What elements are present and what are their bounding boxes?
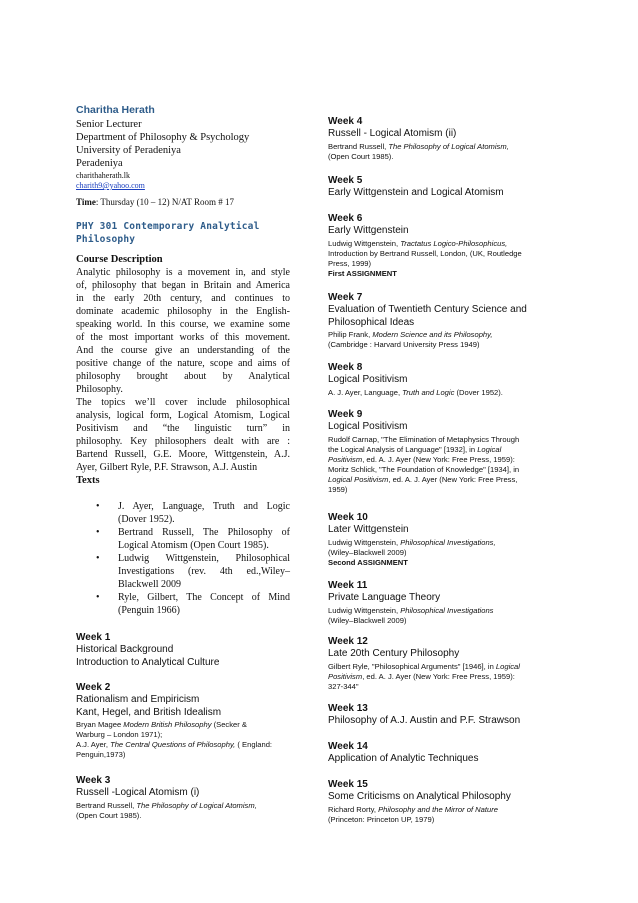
texts-list bbox=[76, 500, 290, 617]
week-15 bbox=[328, 779, 546, 825]
reference-text: Ludwig Wittgenstein, bbox=[328, 238, 401, 248]
author-university: University of Peradeniya bbox=[76, 145, 181, 156]
reference-line bbox=[328, 815, 546, 825]
week-label: Week 12 bbox=[328, 636, 368, 647]
description-line: Analytic philosophy is a movement in, and style bbox=[76, 267, 290, 278]
week-8 bbox=[328, 362, 546, 398]
class-time bbox=[76, 197, 290, 208]
reference-text: Warburg – London 1971); bbox=[76, 730, 163, 739]
week-label: Week 13 bbox=[328, 703, 368, 714]
reference-text: 327-344" bbox=[328, 681, 359, 691]
reference-title: Philosophical Investigations bbox=[400, 605, 494, 615]
week-9 bbox=[328, 409, 546, 495]
texts-heading: Texts bbox=[76, 475, 100, 486]
reference-text: ( England: bbox=[235, 740, 273, 749]
reference-line bbox=[328, 662, 546, 672]
reference-text: (Dover 1952). bbox=[454, 387, 503, 397]
week-10 bbox=[328, 512, 546, 568]
description-line: The topics we’ll cover include philosophical bbox=[76, 397, 290, 408]
description-line: analysis, logical form, Logical Atomism, Logical bbox=[76, 410, 290, 421]
reference-line bbox=[76, 750, 290, 760]
reference-line bbox=[328, 330, 546, 340]
reference-text: (Secker & bbox=[211, 720, 247, 729]
description-line: Ayer, Gilbert Ryle, P.F. Strawson, A.J. Austin bbox=[76, 462, 258, 473]
week-label: Week 7 bbox=[328, 292, 363, 303]
author-city: Peradeniya bbox=[76, 158, 123, 169]
bullet-icon: • bbox=[96, 553, 100, 564]
reference-title: Positivism bbox=[328, 454, 363, 464]
week-title: Some Criticisms on Analytical Philosophy bbox=[328, 791, 511, 802]
reference-text: , ed. A. J. Ayer (New York: Free Press, bbox=[388, 474, 518, 484]
week-label: Week 6 bbox=[328, 213, 363, 224]
week-label: Week 2 bbox=[76, 682, 111, 693]
description-line: And the course give an understanding of the bbox=[76, 345, 290, 356]
reference-line bbox=[76, 811, 290, 821]
reference-text: , ed. A. J. Ayer (New York: Free Press, 1959): bbox=[362, 454, 515, 464]
reference-line bbox=[328, 805, 546, 815]
week-title: Philosophical Ideas bbox=[328, 316, 415, 328]
reference-text: the Logical Analysis of Language" [1932], in bbox=[328, 444, 478, 454]
week-references bbox=[328, 538, 546, 558]
week-title: Late 20th Century Philosophy bbox=[328, 648, 460, 659]
week-title: Russell -Logical Atomism (i) bbox=[76, 787, 200, 798]
description-line: in the early 20th century, and continues to bbox=[76, 293, 290, 304]
text-item-line: Investigations (rev. 4th ed.,Wiley– bbox=[118, 566, 290, 577]
description-line: of the most important works of this movement. bbox=[76, 332, 290, 343]
author-name: Charitha Herath bbox=[76, 104, 155, 116]
description-line: Bartend Russell, G.E. Moore, Wittgenstein, A.J. bbox=[76, 449, 290, 460]
reference-title: The Philosophy of Logical Atomism, bbox=[388, 141, 509, 151]
reference-text: Richard Rorty, bbox=[328, 804, 379, 814]
week-title: Logical Positivism bbox=[328, 374, 408, 385]
week-title: Historical Background bbox=[76, 644, 174, 655]
reference-text: (Wiley–Blackwell 2009) bbox=[328, 615, 407, 625]
reference-line bbox=[328, 606, 546, 616]
reference-line bbox=[328, 682, 546, 692]
description-line: speaking world. In this course, we examine some bbox=[76, 319, 290, 330]
reference-text: (Open Court 1985). bbox=[76, 810, 142, 820]
reference-text: (Princeton: Princeton UP, 1979) bbox=[328, 814, 435, 824]
reference-line bbox=[328, 259, 546, 269]
week-label: Week 4 bbox=[328, 116, 363, 127]
week-title: Application of Analytic Techniques bbox=[328, 753, 479, 764]
reference-title: Logical Positivism bbox=[328, 474, 389, 484]
reference-line bbox=[76, 730, 290, 740]
week-title: Introduction to Analytical Culture bbox=[76, 656, 220, 668]
reference-line bbox=[328, 465, 546, 475]
week-label: Week 3 bbox=[76, 775, 111, 786]
reference-line bbox=[328, 249, 546, 259]
text-item bbox=[76, 591, 290, 617]
course-title bbox=[76, 220, 290, 246]
week-references bbox=[328, 606, 546, 626]
reference-line bbox=[328, 445, 546, 455]
reference-text: Bertrand Russell, bbox=[76, 800, 137, 810]
course-title-line-2: Philosophy bbox=[76, 234, 136, 245]
text-item-line: (Penguin 1966) bbox=[118, 605, 180, 616]
text-item-line: J. Ayer, Language, Truth and Logic bbox=[118, 501, 290, 512]
reference-title: Tractatus Logico-Philosophicus, bbox=[400, 238, 508, 248]
reference-text: 1959) bbox=[328, 484, 348, 494]
reference-text: Bryan Magee bbox=[76, 720, 124, 729]
text-item-line: Logical Atomism (Open Court 1985). bbox=[118, 540, 269, 551]
reference-title: Logical bbox=[477, 444, 502, 454]
description-line: positive change of the nature, scope and aims of bbox=[76, 358, 290, 369]
bullet-icon: • bbox=[96, 592, 100, 603]
week-5 bbox=[328, 175, 546, 200]
assignment-note: Second ASSIGNMENT bbox=[328, 557, 408, 567]
course-title-line-1: PHY 301 Contemporary Analytical bbox=[76, 221, 260, 232]
reference-title: Positivism bbox=[328, 671, 363, 681]
week-title: Logical Positivism bbox=[328, 421, 408, 432]
week-title: Private Language Theory bbox=[328, 592, 441, 603]
week-title: Later Wittgenstein bbox=[328, 524, 409, 535]
week-references bbox=[328, 330, 546, 350]
description-line: dominate academic philosophy in the English- bbox=[76, 306, 290, 317]
course-description bbox=[76, 266, 290, 474]
week-label: Week 10 bbox=[328, 512, 368, 523]
reference-line bbox=[328, 388, 546, 398]
description-line: Positivism and “the linguistic turn” in bbox=[76, 423, 290, 434]
week-label: Week 9 bbox=[328, 409, 363, 420]
week-references bbox=[328, 662, 546, 692]
author-department: Department of Philosophy & Psychology bbox=[76, 132, 250, 143]
description-line: of, philosophy that began in Britain and America bbox=[76, 280, 290, 291]
reference-text: , ed. A. J. Ayer (New York: Free Press, 1959): bbox=[362, 671, 515, 681]
week-2 bbox=[76, 682, 290, 760]
reference-title: Philosophical Investigations, bbox=[400, 537, 496, 547]
reference-line bbox=[328, 435, 546, 445]
week-references bbox=[328, 435, 546, 495]
reference-text: A. J. Ayer, Language, bbox=[328, 387, 403, 397]
reference-text: Ludwig Wittgenstein, bbox=[328, 537, 401, 547]
week-label: Week 5 bbox=[328, 175, 363, 186]
description-line: philosophy brought about by Analytical bbox=[76, 371, 290, 382]
reference-line bbox=[328, 485, 546, 495]
reference-text: A.J. Ayer, bbox=[76, 740, 111, 749]
reference-line bbox=[328, 548, 546, 558]
reference-line bbox=[328, 239, 546, 249]
reference-text: Bertrand Russell, bbox=[328, 141, 389, 151]
reference-title: Truth and Logic bbox=[402, 387, 455, 397]
week-title: Evaluation of Twentieth Century Science and bbox=[328, 304, 527, 315]
bullet-icon: • bbox=[96, 527, 100, 538]
week-13 bbox=[328, 703, 546, 728]
week-title: Philosophy of A.J. Austin and P.F. Strawson bbox=[328, 715, 521, 726]
text-item-line: Bertrand Russell, The Philosophy of bbox=[118, 527, 290, 538]
description-line: philosophy. Key philosophers dealt with are : bbox=[76, 436, 290, 447]
text-item-line: (Dover 1952). bbox=[118, 514, 175, 525]
week-title: Rationalism and Empiricism bbox=[76, 694, 200, 705]
reference-line bbox=[328, 455, 546, 465]
author-position: Senior Lecturer bbox=[76, 119, 142, 130]
week-references bbox=[328, 142, 546, 162]
reference-line bbox=[328, 672, 546, 682]
week-6 bbox=[328, 213, 546, 279]
text-item-line: Ryle, Gilbert, The Concept of Mind bbox=[118, 592, 290, 603]
assignment-note: First ASSIGNMENT bbox=[328, 268, 397, 278]
email-primary: charithaherath.lk bbox=[76, 171, 130, 180]
week-references bbox=[328, 805, 546, 825]
reference-text: Ludwig Wittgenstein, bbox=[328, 605, 401, 615]
week-1 bbox=[76, 632, 290, 669]
reference-text: Gilbert Ryle, "Philosophical Arguments" [1946], in bbox=[328, 661, 496, 671]
reference-line bbox=[328, 616, 546, 626]
time-label: Time bbox=[76, 197, 96, 207]
reference-title: The Philosophy of Logical Atomism, bbox=[136, 800, 257, 810]
reference-title: The Central Questions of Philosophy, bbox=[110, 740, 236, 749]
text-item bbox=[76, 500, 290, 526]
week-label: Week 11 bbox=[328, 580, 368, 591]
reference-text: Penguin,1973) bbox=[76, 750, 126, 759]
week-title: Russell - Logical Atomism (ii) bbox=[328, 128, 457, 139]
reference-title: Logical bbox=[495, 661, 520, 671]
reference-text: Philip Frank, bbox=[328, 330, 373, 339]
description-line: Philosophy. bbox=[76, 384, 123, 395]
reference-title: Modern Science and its Philosophy, bbox=[372, 330, 493, 339]
week-references bbox=[328, 388, 546, 398]
week-4 bbox=[328, 116, 546, 162]
week-title: Early Wittgenstein and Logical Atomism bbox=[328, 187, 504, 198]
reference-text: Moritz Schlick, "The Foundation of Knowledge" [1934], in bbox=[328, 464, 520, 474]
reference-text: Introduction by Bertrand Russell, London, (UK, Routledge bbox=[328, 248, 522, 258]
time-value: : Thursday (10 – 12) N/AT Room # 17 bbox=[95, 197, 235, 207]
reference-text: (Open Court 1985). bbox=[328, 151, 394, 161]
week-label: Week 15 bbox=[328, 779, 368, 790]
week-3 bbox=[76, 775, 290, 821]
reference-line bbox=[76, 801, 290, 811]
description-heading: Course Description bbox=[76, 254, 163, 265]
email-link[interactable]: charith9@yahoo.com bbox=[76, 181, 145, 190]
text-item-line: Ludwig Wittgenstein, Philosophical bbox=[118, 553, 290, 564]
week-12 bbox=[328, 636, 546, 692]
reference-text: Press, 1999) bbox=[328, 258, 372, 268]
week-label: Week 8 bbox=[328, 362, 363, 373]
reference-line bbox=[328, 340, 546, 350]
reference-title: Modern British Philosophy bbox=[123, 720, 212, 729]
week-label: Week 14 bbox=[328, 741, 368, 752]
text-item-line: Blackwell 2009 bbox=[118, 579, 182, 590]
reference-text: (Wiley–Blackwell 2009) bbox=[328, 547, 407, 557]
reference-title: Philosophy and the Mirror of Nature bbox=[378, 804, 498, 814]
week-references bbox=[328, 239, 546, 269]
text-item bbox=[76, 526, 290, 552]
week-label: Week 1 bbox=[76, 632, 111, 643]
reference-line bbox=[328, 538, 546, 548]
reference-text: (Cambridge : Harvard University Press 1949) bbox=[328, 340, 480, 349]
bullet-icon: • bbox=[96, 501, 100, 512]
reference-line bbox=[328, 152, 546, 162]
reference-line bbox=[328, 475, 546, 485]
reference-line bbox=[76, 720, 290, 730]
reference-text: Rudolf Carnap, "The Elimination of Metaphysics Through bbox=[328, 434, 520, 444]
week-7 bbox=[328, 292, 546, 350]
week-14 bbox=[328, 741, 546, 766]
reference-line bbox=[76, 740, 290, 750]
week-11 bbox=[328, 580, 546, 626]
week-title: Kant, Hegel, and British Idealism bbox=[76, 706, 222, 718]
reference-line bbox=[328, 142, 546, 152]
week-title: Early Wittgenstein bbox=[328, 225, 409, 236]
text-item bbox=[76, 552, 290, 591]
